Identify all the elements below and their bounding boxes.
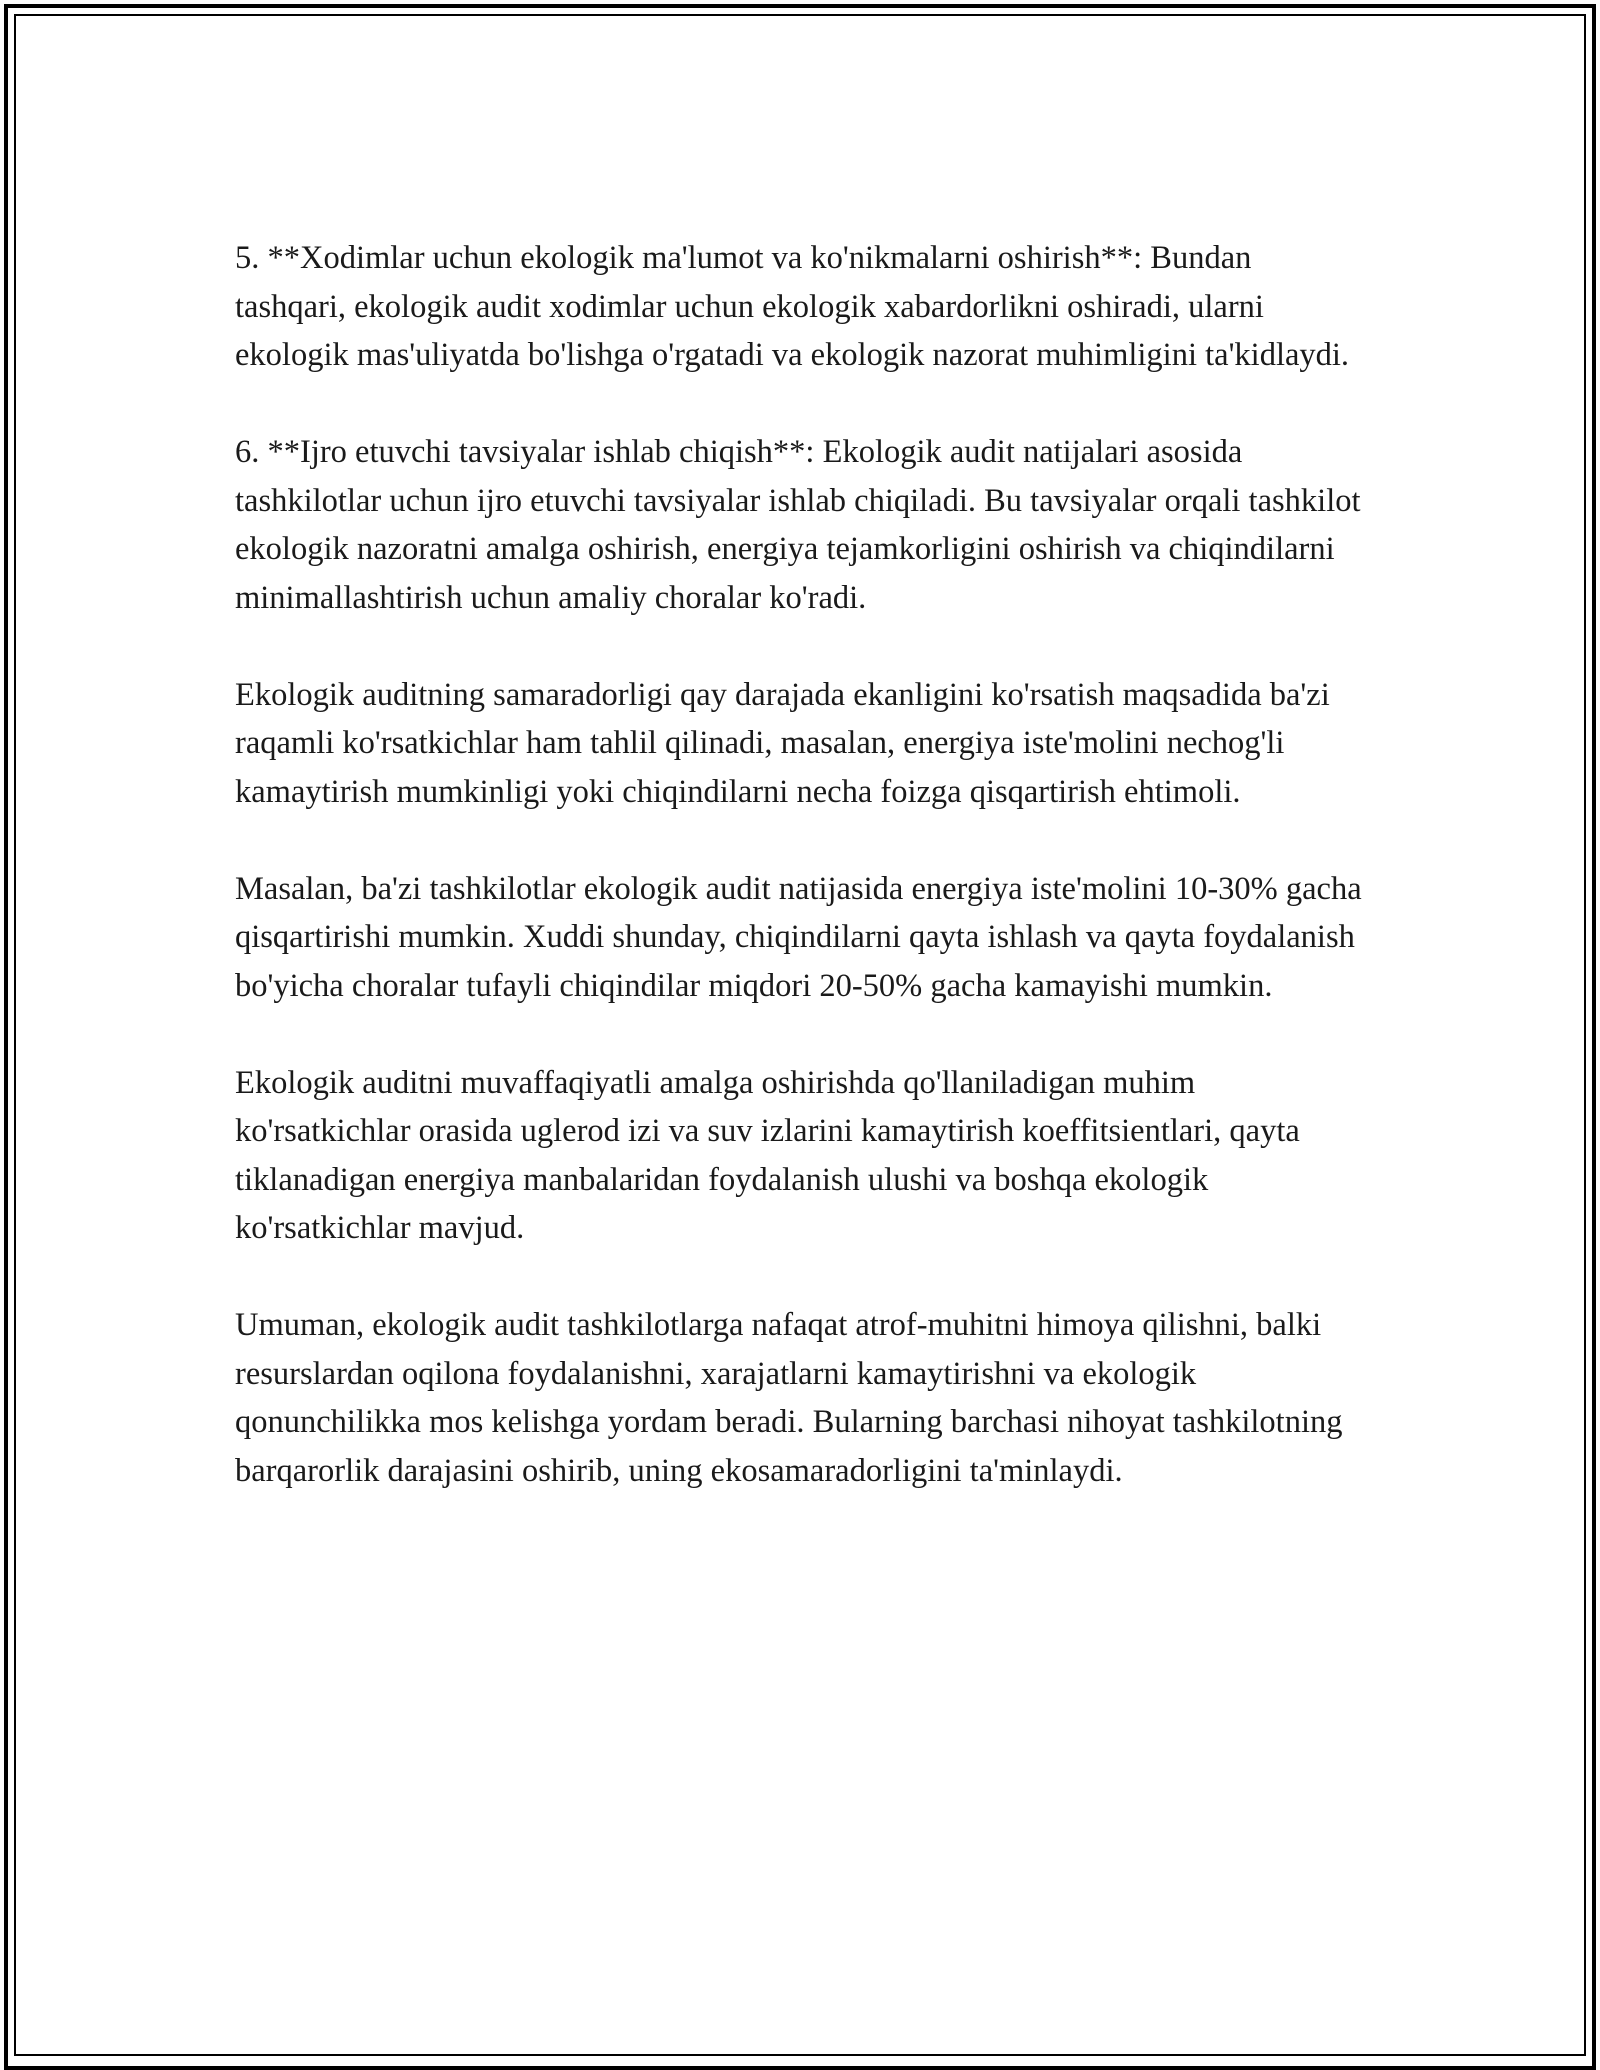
document-body <box>235 234 1370 1495</box>
paragraph-indicators: Ekologik auditni muvaffaqiyatli amalga oshirishda qo'llaniladigan muhim ko'rsatkichlar orasida uglerod izi va suv izlarini kamaytirish koeffitsientlari, qayta tiklanadigan energiya manbalaridan foydalanish ulushi va boshqa ekologik ko'rsatkichlar mavjud. <box>235 1064 1300 1246</box>
paragraph-example-figures: Masalan, ba'zi tashkilotlar ekologik audit natijasida energiya iste'molini 10-30% gacha qisqartirishi mumkin. Xuddi shunday, chiqindilarni qayta ishlash va qayta foydalanish bo'yicha choralar tufayli chiqindilar miqdori 20-50% gacha kamayishi mumkin. <box>235 870 1362 1004</box>
paragraph-staff-training: 5. **Xodimlar uchun ekologik ma'lumot va ko'nikmalarni oshirish**: Bundan tashqari, ekologik audit xodimlar uchun ekologik xabardorlikni oshiradi, ularni ekologik mas'uliyatda bo'lishga o'rgatadi va ekologik nazorat muhimligini ta'kidlaydi. <box>235 240 1350 373</box>
paragraph-effectiveness: Ekologik auditning samaradorligi qay darajada ekanligini ko'rsatish maqsadida ba'zi raqamli ko'rsatkichlar ham tahlil qilinadi, masalan, energiya iste'molini nechog'li kamaytirish mumkinligi yoki chiqindilarni necha foizga qisqartirish ehtimoli. <box>235 676 1330 810</box>
paragraph-recommendations: 6. **Ijro etuvchi tavsiyalar ishlab chiqish**: Ekologik audit natijalari asosida tashkilotlar uchun ijro etuvchi tavsiyalar ishlab chiqiladi. Bu tavsiyalar orqali tashkilot ekologik nazoratni amalga oshirish, energiya tejamkorligini oshirish va chiqindilarni minimallashtirish uchun amaliy choralar ko'radi. <box>235 434 1361 616</box>
paragraph-conclusion: Umuman, ekologik audit tashkilotlarga nafaqat atrof-muhitni himoya qilishni, balki resurslardan oqilona foydalanishni, xarajatlarni kamaytirishni va ekologik qonunchilikka mos kelishga yordam beradi. Bularning barchasi nihoyat tashkilotning barqarorlik darajasini oshirib, uning ekosamaradorligini ta'minlaydi. <box>235 1307 1343 1489</box>
